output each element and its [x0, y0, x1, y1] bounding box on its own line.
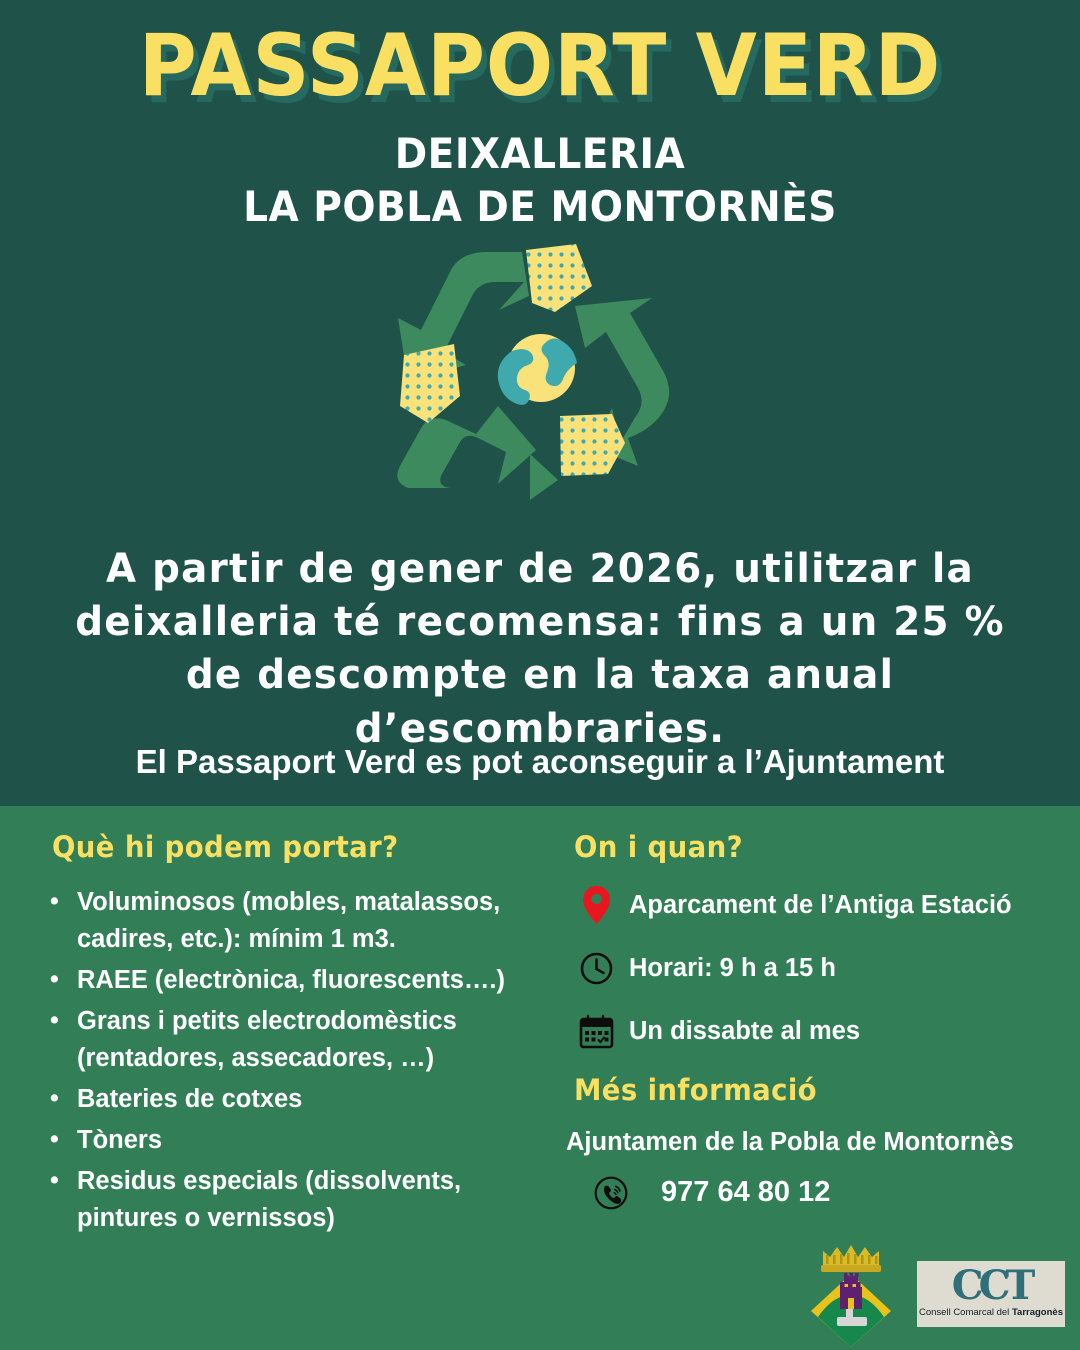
- where-heading: On i quan?: [574, 830, 743, 864]
- hours-text: Horari: 9 h a 15 h: [629, 953, 836, 982]
- more-info-heading: Més informació: [574, 1073, 817, 1107]
- cct-sub-prefix: Consell Comarcal del: [919, 1307, 1012, 1318]
- info-row-frequency: [576, 1010, 1066, 1052]
- clock-icon: [576, 947, 616, 989]
- shield-diamond: [811, 1273, 891, 1347]
- what-item-list: [44, 884, 544, 1237]
- coat-of-arms-logo: [806, 1243, 896, 1347]
- cct-subtitle: [917, 1307, 1065, 1318]
- tagline-text: El Passaport Verd es pot aconseguir a l’Ajuntament: [135, 743, 945, 780]
- calendar-icon: [576, 1010, 616, 1052]
- list-item: • Bateries de cotxes: [44, 1081, 544, 1118]
- cct-sub-bold: Tarragonès: [1011, 1307, 1063, 1318]
- headline-text: A partir de gener de 2026, utilitzar la deixalleria té recomensa: fins a un 25 % de descompte en la taxa anual d’escombraries.: [75, 546, 1005, 752]
- cct-logo: [917, 1261, 1065, 1327]
- page-subtitle: [38, 128, 1042, 234]
- subtitle-line-1: DEIXALLERIA: [394, 129, 686, 178]
- phone-number: 977 64 80 12: [661, 1176, 831, 1209]
- recycle-wedge-bottom-right: [560, 414, 625, 476]
- list-item: • Tòners: [44, 1122, 544, 1159]
- recycle-wedge-left: [400, 344, 460, 423]
- recycle-wedge-top: [526, 244, 592, 312]
- list-item: • RAEE (electrònica, fluorescents….): [44, 962, 544, 999]
- frequency-text: Un dissabte al mes: [629, 1016, 861, 1045]
- list-item: • Grans i petits electrodomèstics (rentadores, assecadores, …): [44, 1003, 544, 1077]
- subtitle-line-2: LA POBLA DE MONTORNÈS: [243, 181, 837, 231]
- info-row-hours: [576, 947, 1066, 989]
- what-heading: Què hi podem portar?: [52, 830, 399, 864]
- crown-icon: [821, 1245, 881, 1272]
- globe-icon: [498, 334, 577, 405]
- phone-row: [591, 1172, 1066, 1214]
- page-title: PASSAPORT VERD: [138, 16, 942, 116]
- location-text: Aparcament de l’Antiga Estació: [629, 890, 1012, 919]
- list-item: • Voluminosos (mobles, matalassos, cadires, etc.): mínim 1 m3.: [44, 884, 544, 958]
- cct-letters: CCT: [951, 1262, 1031, 1309]
- recycle-arrow-bottom: [397, 406, 558, 500]
- list-item: • Residus especials (dissolvents, pintures o vernissos): [44, 1163, 544, 1237]
- phone-ringing-icon: [591, 1172, 631, 1214]
- organisation-name: Ajuntamen de la Pobla de Montornès: [566, 1128, 1014, 1156]
- where-section: [566, 830, 1066, 1214]
- what-section: [44, 830, 544, 1241]
- map-pin-icon: [576, 884, 616, 926]
- recycling-illustration: [380, 238, 702, 500]
- info-row-location: [576, 884, 1066, 926]
